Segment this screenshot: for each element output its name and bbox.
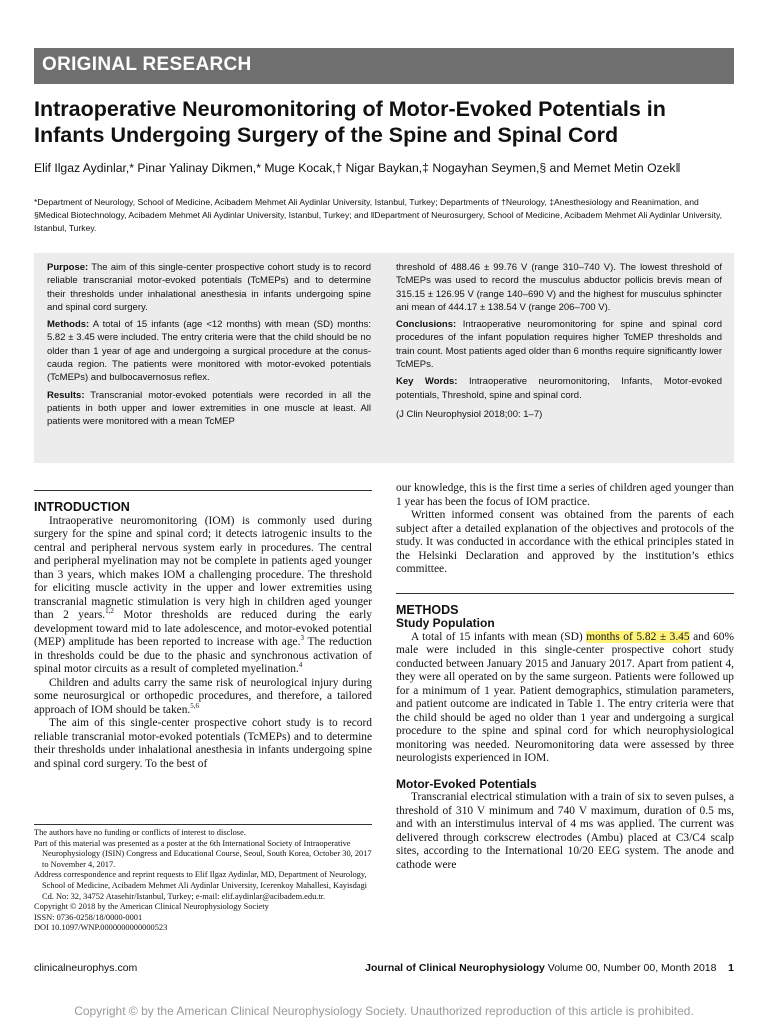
- footer-site-link[interactable]: clinicalneurophys.com: [34, 962, 138, 974]
- ref-marker: 4: [298, 661, 303, 670]
- conclusions-text: Intraoperative neuromonitoring for spine and spinal cord procedures of the infant population requires higher TcMEP thresholds and train count. Most patients aged older than 6 months require significantly lower TcMEPs.: [396, 319, 722, 371]
- intro-p2-a: Children and adults carry the same risk of neurological injury during some neurosurgical or orthopedic procedures, and therefore, a tailored approach of IOM should be taken.: [34, 676, 372, 716]
- abstract-results: [47, 389, 371, 429]
- purpose-text: The aim of this single-center prospective cohort study is to record reliable transcranial motor-evoked potentials (TcMEPs) and to determine their thresholds under inhalational anesthesia in infants undergoing spine and spinal cord surgery.: [47, 262, 371, 313]
- results-continued: threshold of 488.46 ± 99.76 V (range 310–740 V). The lowest threshold of TcMEPs was used to record the musculus abductor pollicis brevis mean of 315.15 ± 126.95 V (range 140–690 V) and the highest for musculus sphincter ani mean of 444.17 ± 138.54 V (range 206–700 V).: [396, 262, 722, 313]
- abstract-conclusions: [396, 318, 722, 371]
- footer-journal-info: [325, 962, 734, 974]
- right-body-column: [396, 482, 734, 872]
- footnote: ISSN: 0736-0258/18/0000-0001: [34, 912, 143, 922]
- abstract-right-column: [396, 261, 722, 425]
- methods-heading: METHODS: [396, 602, 459, 617]
- keywords-text: Intraoperative neuromonitoring, Infants, Motor-evoked potentials, Threshold, spine and spinal cord.: [396, 376, 722, 401]
- footnote: Part of this material was presented as a poster at the 6th International Society of Intraoperative Neurophysiology (ISIN) Congress and Educational Course, Seoul, South Korea, October 30, 2017 to November 4, 2017.: [34, 838, 372, 869]
- methods-paragraph-1: [396, 631, 734, 766]
- abstract-left-column: [47, 261, 371, 433]
- intro-heading: INTRODUCTION: [34, 500, 130, 514]
- footnote: The authors have no funding or conflicts of interest to disclose.: [34, 828, 246, 837]
- citation: (J Clin Neurophysiol 2018;00: 1–7): [396, 408, 543, 420]
- copyright-notice: Copyright © by the American Clinical Neurophysiology Society. Unauthorized reproduction of this article is prohibited.: [74, 1004, 694, 1018]
- intro-paragraph-4: Written informed consent was obtained from the parents of each subject after a detailed explanation of the objectives and protocols of the study. It was conducted in accordance with the ethical principles stated in the Helsinki Declaration and approved by the institution’s ethics committee.: [396, 509, 734, 575]
- methods-text: A total of 15 infants (age <12 months) with mean (SD) months: 5.82 ± 3.45 were included. The entry criteria were that the child should be no older than 1 year of age and undergoing a surgical procedure at the conus-cauda region. The patients were monitored with motor-evoked potentials (TcMEPs) and bulbocavernosus reflex.: [47, 319, 371, 384]
- section-divider: [396, 593, 734, 594]
- article-title: Intraoperative Neuromonitoring of Motor-Evoked Potentials in Infants Undergoing Surgery of the Spine and Spinal Cord: [34, 97, 666, 147]
- results-label: Results:: [47, 389, 85, 401]
- intro-p1-c: The reduction in thresholds could be due to the phasic and synchronous activation of spinal motor circuits as a result of completed myelination.: [34, 636, 372, 675]
- intro-paragraph-1: [34, 515, 372, 677]
- subsection-heading-mep: Motor-Evoked Potentials: [396, 776, 537, 791]
- intro-p1-b: Motor thresholds are reduced during the early development toward mid to late adolescence, and motor-evoked potential (MEP) amplitude has been reported to increase with age.: [34, 609, 372, 648]
- methods-p1-b: and 60% male were included in this single-center prospective cohort study conducted between January 2015 and January 2017. Apart from patient 4, they were all operated on by the same surgeon. Patients were followed up for a minimum of 1 year. Patient demographics, stimulation parameters, and patient outcome are indicated in Table 1. The entry criteria were that the child should be aged no older than 1 year and undergoing a surgical procedure to the spine and spinal cord for which neurophysiological monitoring was needed. Neuromonitoring data were assessed by three neurologists experienced in IOM.: [396, 630, 734, 764]
- intro-paragraph-3-continued: our knowledge, this is the first time a series of children aged younger than 1 year has been the focus of IOM practice.: [396, 482, 734, 508]
- abstract-box: [34, 253, 734, 463]
- footer-journal-name: Journal of Clinical Neurophysiology: [365, 962, 545, 974]
- left-body-column: [34, 490, 372, 771]
- ref-marker: 1,2: [105, 607, 114, 616]
- purpose-label: Purpose:: [47, 262, 89, 273]
- footnote: DOI 10.1097/WNP.0000000000000523: [34, 923, 168, 933]
- footnote: Copyright © 2018 by the American Clinical Neurophysiology Society: [34, 902, 269, 912]
- methods-p1-a: A total of 15 infants with mean (SD): [411, 630, 587, 643]
- results-text: Transcranial motor-evoked potentials were recorded in all the patients in both upper and lower extremities in one muscle at least. All patients were monitored with a mean TcMEP: [47, 389, 371, 428]
- ref-marker: 5,6: [190, 701, 200, 710]
- footnote: Address correspondence and reprint requests to Elif Ilgaz Aydinlar, MD, Department of Neurology, School of Medicine, Acibadem Mehmet Ali Aydinlar University, Icerenkoy Mahallesi, Kayisdagi Cd. No: 32, 34752 Atasehir/Istanbul, Turkey; e-mail: elif.aydinlar@acibadem.edu.tr.: [34, 870, 368, 901]
- abstract-purpose: [47, 261, 371, 314]
- intro-paragraph-3: The aim of this single-center prospective cohort study is to record reliable transcranial motor-evoked potentials (TcMEPs) and to determine their thresholds under inhalational anesthesia in infants undergoing spine and spinal cord surgery. To the best of: [34, 717, 372, 770]
- abstract-methods: [47, 318, 371, 384]
- methods-paragraph-2: Transcranial electrical stimulation with a train of six to seven pulses, a threshold of 310 V minimum and 740 V maximum, duration of 0.5 ms, and with an interstimulus interval of 4 ms was applied. The current was delivered through corkscrew electrodes (Ambu) placed at C3/C4 scalp sites, according to the International 10/20 EEG system. The anode and cathode were: [396, 791, 734, 871]
- highlighted-text: months of 5.82 ± 3.45: [586, 630, 690, 643]
- page-number: 1: [728, 962, 734, 974]
- methods-label: Methods:: [47, 319, 90, 331]
- affiliations: *Department of Neurology, School of Medicine, Acibadem Mehmet Ali Aydinlar University, Istanbul, Turkey; Departments of †Neurology, ‡Anesthesiology and Reanimation, and §Medical Biotechnology, Acibadem Mehmet Ali Aydinlar University, Istanbul, Turkey; and ‖Department of Neurosurgery, School of Medicine, Acibadem Mehmet Ali Aydinlar University, Istanbul, Turkey.: [34, 197, 723, 233]
- conclusions-label: Conclusions:: [396, 319, 457, 331]
- section-banner: [34, 48, 734, 84]
- keywords-label: Key Words:: [396, 376, 458, 388]
- footer-issue: Volume 00, Number 00, Month 2018: [547, 962, 717, 974]
- intro-p1-a: Intraoperative neuromonitoring (IOM) is commonly used during surgery for the spine and spinal cord; it detects iatrogenic insults to the central and peripheral nervous system early in procedures. The central and peripheral myelination may not be complete in patients aged younger than 3 years, which makes IOM a challenging procedure. The threshold for eliciting muscle activity in the upper and lower extremities using transcranial magnetic stimulation is very high in children aged younger than 2 years.: [34, 514, 372, 621]
- section-divider: [34, 490, 372, 491]
- abstract-keywords: [396, 375, 722, 402]
- ref-marker: 3: [300, 634, 304, 643]
- footnote-divider: [34, 824, 372, 825]
- intro-paragraph-2: [34, 677, 372, 718]
- footnotes: [34, 824, 372, 934]
- subsection-heading-study-population: Study Population: [396, 616, 495, 630]
- author-list: Elif Ilgaz Aydinlar,* Pinar Yalinay Dikmen,* Muge Kocak,† Nigar Baykan,‡ Nogayhan Seymen,§ and Memet Metin Ozek‖: [34, 161, 681, 175]
- banner-label: ORIGINAL RESEARCH: [42, 54, 252, 75]
